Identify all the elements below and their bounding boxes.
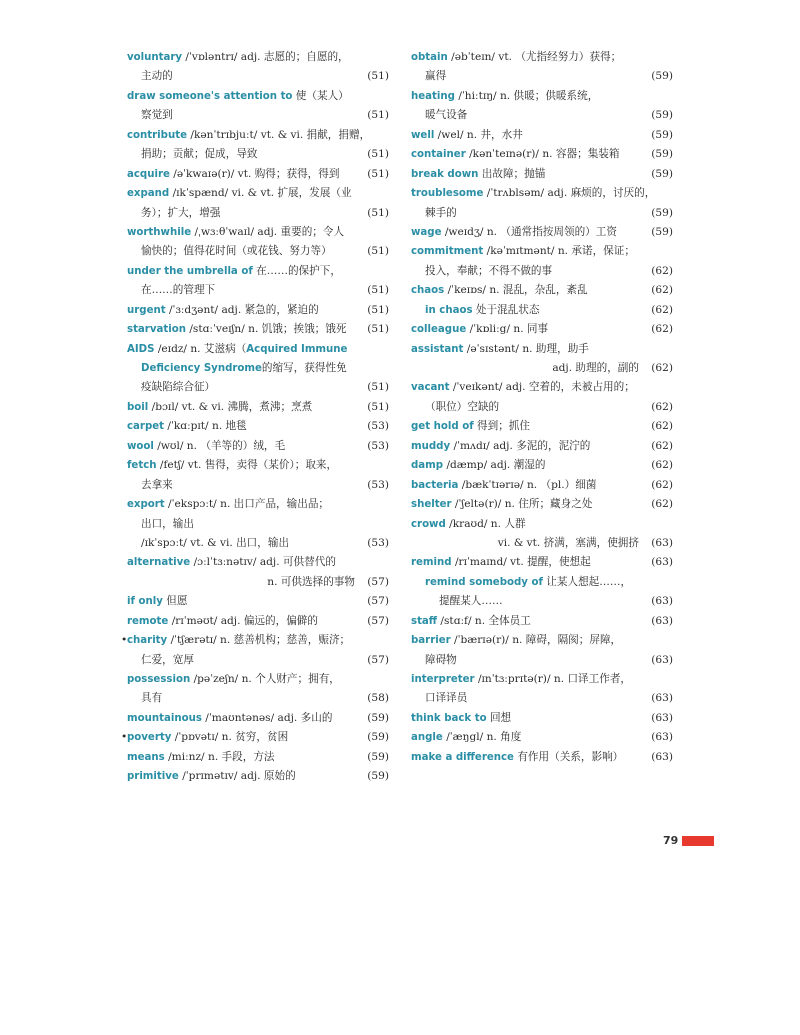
glossary-headword: crowd [411, 518, 446, 530]
page-reference: (51) [367, 303, 389, 316]
glossary-entry-line [411, 320, 673, 339]
page-reference: (59) [651, 128, 673, 141]
glossary-entry-line [411, 301, 673, 320]
glossary-definition: 出故障；抛锚 [478, 167, 546, 180]
glossary-entry-line [411, 359, 673, 378]
page-reference: (63) [651, 711, 673, 724]
glossary-definition: /ɪkˈspænd/ vi. & vt. 扩展，发展（业 [169, 187, 352, 200]
glossary-headword: get hold of [411, 421, 474, 433]
bullet-mark: • [121, 731, 128, 744]
glossary-entry-line [127, 204, 389, 223]
glossary-definition: 的缩写，获得性免 [261, 362, 347, 374]
glossary-entry-line [411, 417, 673, 436]
page-reference: (63) [651, 653, 673, 666]
glossary-definition: /fetʃ/ vt. 售得，卖得（某价）；取来， [156, 459, 338, 472]
glossary-headword: muddy [411, 440, 451, 452]
glossary-entry-line [127, 767, 389, 786]
glossary-definition: /ˈtrʌblsəm/ adj. 麻烦的，讨厌的， [483, 187, 656, 200]
glossary-definition: /stɑːf/ n. 全体员工 [437, 614, 531, 627]
glossary-headword: worthwhile [127, 226, 192, 238]
glossary-headword: break down [411, 168, 479, 180]
glossary-definition: /stɑːˈveɪʃn/ n. 饥饿；挨饿；饿死 [185, 323, 347, 336]
glossary-definition: 赢得 [425, 70, 447, 83]
glossary-entry-line [127, 495, 389, 514]
page-reference: (62) [651, 303, 673, 316]
glossary-headword: carpet [127, 421, 165, 433]
glossary-definition: /ˈveɪkənt/ adj. 空着的，未被占用的； [449, 381, 635, 394]
glossary-definition: 使（某人） [292, 89, 349, 102]
glossary-definition: 暖气设备 [425, 109, 468, 122]
page-reference: (58) [367, 692, 389, 705]
glossary-entry-line [127, 689, 389, 708]
glossary-definition: vi. & vt. 挤满，塞满，使拥挤 [497, 536, 639, 549]
glossary-headword: if only [127, 596, 163, 608]
glossary-headword: shelter [411, 499, 452, 511]
glossary-entry-line [411, 67, 673, 86]
glossary-entry-line [411, 689, 673, 708]
glossary-entry-line [411, 748, 673, 767]
glossary-entry-line [127, 48, 389, 67]
glossary-headword: means [127, 751, 165, 763]
glossary-entry-line [411, 184, 673, 203]
glossary-entry-line [127, 281, 389, 300]
glossary-entry-line [411, 709, 673, 728]
glossary-definition: 障碍物 [425, 653, 457, 666]
page-reference: (53) [367, 420, 389, 433]
page-reference: (59) [651, 167, 673, 180]
page-reference: (63) [651, 595, 673, 608]
glossary-definition: 仁爱，宽厚 [141, 653, 194, 666]
glossary-definition: 投入，奉献；不得不做的事 [425, 264, 553, 277]
glossary-headword: angle [411, 732, 443, 744]
glossary-headword: bacteria [411, 479, 459, 491]
bullet-mark: • [121, 634, 128, 647]
glossary-entry-line [411, 534, 673, 553]
glossary-definition: /ˈɜːdʒənt/ adj. 紧急的，紧迫的 [165, 303, 319, 316]
page-reference: (51) [367, 381, 389, 394]
glossary-entry-line [121, 631, 389, 650]
glossary-definition: 出口，输出 [141, 517, 194, 530]
page-reference: (63) [651, 692, 673, 705]
glossary-entry-line [411, 456, 673, 475]
page-reference: (62) [651, 400, 673, 413]
page-reference: (51) [367, 323, 389, 336]
glossary-headword: heating [411, 90, 455, 102]
page-reference: (51) [367, 109, 389, 122]
glossary-entry-line [411, 515, 673, 534]
glossary-entry-line [411, 476, 673, 495]
glossary-entry-line [411, 573, 673, 592]
glossary-headword: make a difference [411, 751, 514, 763]
page-reference: (62) [651, 264, 673, 277]
glossary-headword: under the umbrella of [127, 265, 253, 277]
glossary-definition: 在……的管理下 [141, 284, 216, 297]
page-reference: (59) [651, 206, 673, 219]
page-reference: (62) [651, 439, 673, 452]
page-reference: (62) [651, 323, 673, 336]
glossary-headword: remind [411, 557, 452, 569]
glossary-headword: primitive [127, 771, 179, 783]
glossary-entry-line [127, 165, 389, 184]
glossary-entry-line [411, 670, 673, 689]
glossary-entry-line [411, 651, 673, 670]
page-reference: (62) [651, 459, 673, 472]
glossary-definition: /miːnz/ n. 手段，方法 [164, 750, 275, 763]
page-reference: (59) [367, 750, 389, 763]
glossary-definition: 具有 [141, 692, 163, 705]
glossary-entry-line [127, 320, 389, 339]
glossary-entry-line [127, 262, 389, 281]
glossary-entry-line [411, 592, 673, 611]
glossary-headword: staff [411, 615, 438, 627]
glossary-definition: /ˈvɒləntrɪ/ adj. 志愿的；自愿的， [182, 51, 349, 63]
glossary-definition: /əˈkwaɪə(r)/ vt. 购得；获得，得到 [169, 167, 340, 180]
glossary-definition: /ɪnˈtɜːprɪtə(r)/ n. 口译工作者， [474, 673, 632, 685]
glossary-definition: /ˈmaʊntənəs/ adj. 多山的 [201, 711, 333, 724]
glossary-entry-line [411, 631, 673, 650]
glossary-entry-line [411, 126, 673, 145]
glossary-definition: /ˈbærɪə(r)/ n. 障碍，隔阂；屏障， [450, 634, 622, 647]
glossary-definition: adj. 助理的，副的 [552, 362, 639, 374]
glossary-headword: boil [127, 401, 149, 413]
page-reference: (62) [651, 498, 673, 511]
glossary-entry-line [121, 728, 389, 747]
page-reference: (53) [367, 478, 389, 491]
glossary-headword: troublesome [411, 188, 484, 200]
page-reference: (51) [367, 400, 389, 413]
page-reference: (57) [367, 614, 389, 627]
glossary-definition: /əˈsɪstənt/ n. 助理，助手 [463, 342, 589, 355]
glossary-entry-line [411, 340, 673, 359]
page-reference: (51) [367, 245, 389, 258]
glossary-entry-line [127, 106, 389, 125]
glossary-entry-line [127, 359, 389, 378]
glossary-definition: 在……的保护下， [252, 264, 341, 277]
glossary-definition: 得到；抓住 [473, 420, 530, 433]
glossary-headword: urgent [127, 304, 166, 316]
page-reference: (63) [651, 556, 673, 569]
page-reference: (62) [651, 478, 673, 491]
glossary-headword: draw someone's attention to [127, 90, 293, 102]
glossary-definition: 疫缺陷综合征） [141, 381, 216, 394]
glossary-entry-line [127, 184, 389, 203]
glossary-entry-line [127, 242, 389, 261]
glossary-entry-line [127, 709, 389, 728]
glossary-definition: /ɔːlˈtɜːnətɪv/ adj. 可供替代的 [190, 556, 336, 569]
glossary-entry-line [127, 223, 389, 242]
glossary-definition: /rɪˈmaɪnd/ vt. 提醒，使想起 [451, 556, 591, 569]
glossary-definition: /bækˈtɪərɪə/ n. （pl.）细菌 [458, 478, 597, 491]
glossary-headword: well [411, 129, 435, 141]
glossary-headword: fetch [127, 460, 157, 472]
glossary-definition: /ˈkɑːpɪt/ n. 地毯 [164, 420, 247, 433]
glossary-headword: vacant [411, 382, 450, 394]
page-number-bar [682, 836, 714, 846]
page-reference: (59) [651, 70, 673, 83]
glossary-entry-line [127, 515, 389, 534]
glossary-definition: /rɪˈməʊt/ adj. 偏远的，偏僻的 [168, 614, 318, 627]
glossary-definition: /bɔɪl/ vt. & vi. 沸腾，煮沸；烹煮 [148, 400, 313, 413]
glossary-entry-line [127, 534, 389, 553]
glossary-headword: barrier [411, 635, 451, 647]
glossary-phrase: Deficiency Syndrome [141, 363, 262, 374]
glossary-entry-line [411, 262, 673, 281]
glossary-definition: /kəˈmɪtmənt/ n. 承诺，保证； [483, 245, 635, 258]
page-reference: (63) [651, 731, 673, 744]
page-reference: (59) [651, 148, 673, 161]
glossary-entry-line [127, 87, 389, 106]
glossary-entry-line [127, 612, 389, 631]
page-reference: (57) [367, 595, 389, 608]
glossary-definition: 愉快的；值得花时间（或花钱、努力等） [141, 245, 332, 258]
page-reference: (51) [367, 167, 389, 180]
glossary-definition: /ˈhiːtɪŋ/ n. 供暖；供暖系统， [454, 89, 599, 102]
glossary-entry-line [411, 242, 673, 261]
glossary-entry-line [411, 165, 673, 184]
glossary-headword: colleague [411, 324, 467, 336]
glossary-definition: /weɪdʒ/ n. （通常指按周领的）工资 [441, 225, 617, 238]
glossary-definition: /kənˈtrɪbjuːt/ vt. & vi. 捐献，捐赠， [187, 128, 371, 141]
page-reference: (59) [651, 109, 673, 122]
glossary-definition: /dæmp/ adj. 潮湿的 [443, 459, 546, 472]
glossary-entry-line [127, 651, 389, 670]
glossary-entry-line [411, 281, 673, 300]
glossary-headword: wool [127, 440, 154, 452]
glossary-entry-line [127, 592, 389, 611]
page-reference: (57) [367, 653, 389, 666]
page-reference: (51) [367, 206, 389, 219]
glossary-definition: 口译译员 [425, 692, 468, 705]
glossary-headword: obtain [411, 52, 448, 63]
glossary-definition: 主动的 [141, 70, 173, 83]
glossary-headword: AIDS [127, 343, 155, 355]
glossary-entry-line [127, 145, 389, 164]
glossary-definition: /ˈkeɪɒs/ n. 混乱，杂乱，紊乱 [444, 284, 588, 297]
glossary-headword: mountainous [127, 712, 202, 724]
glossary-definition: /eɪdz/ n. 艾滋病（ [154, 342, 247, 355]
glossary-headword: alternative [127, 557, 191, 569]
glossary-entry-line [127, 553, 389, 572]
glossary-entry-line [127, 378, 389, 397]
glossary-headword: voluntary [127, 52, 183, 63]
glossary-headword: damp [411, 460, 444, 472]
glossary-definition: /ˈpɒvətɪ/ n. 贫穷，贫困 [171, 731, 289, 744]
glossary-headword: interpreter [411, 674, 475, 685]
page-reference: (51) [367, 70, 389, 83]
page-reference: (53) [367, 439, 389, 452]
glossary-definition: /wʊl/ n. （羊等的）绒，毛 [153, 439, 286, 452]
glossary-headword: charity [127, 635, 168, 647]
glossary-entry-line [411, 223, 673, 242]
glossary-headword: wage [411, 226, 442, 238]
page-reference: (57) [367, 575, 389, 588]
glossary-headword: contribute [127, 129, 188, 141]
glossary-headword: commitment [411, 246, 484, 258]
page-reference: (59) [651, 225, 673, 238]
glossary-entry-line [411, 378, 673, 397]
glossary-entry-line [411, 48, 673, 67]
glossary-entry-line [411, 398, 673, 417]
glossary-entry-line [127, 476, 389, 495]
page-reference: (62) [651, 362, 673, 374]
page-reference: (62) [651, 284, 673, 297]
glossary-definition: 去拿来 [141, 478, 173, 491]
page-reference: (51) [367, 284, 389, 297]
glossary-definition: /ɪkˈspɔːt/ vt. & vi. 出口，输出 [141, 536, 290, 549]
glossary-definition: 务）；扩大，增强 [141, 206, 221, 219]
glossary-column-right [411, 48, 673, 767]
page-reference: (59) [367, 731, 389, 744]
page-reference: (63) [651, 750, 673, 763]
glossary-headword: possession [127, 674, 191, 685]
page-reference: (63) [651, 614, 673, 627]
glossary-headword-continued: Acquired Immune [246, 343, 348, 355]
glossary-phrase: in chaos [425, 304, 473, 316]
glossary-entry-line [127, 417, 389, 436]
glossary-definition: 捐助；贡献；促成，导致 [141, 148, 258, 161]
glossary-headword: think back to [411, 712, 487, 724]
glossary-entry-line [411, 145, 673, 164]
glossary-definition: /ˈʃeltə(r)/ n. 住所；藏身之处 [451, 498, 593, 511]
glossary-entry-line [411, 437, 673, 456]
glossary-headword: starvation [127, 324, 186, 336]
glossary-definition: 让某人想起……， [542, 575, 632, 588]
glossary-entry-line [411, 87, 673, 106]
glossary-definition: n. 可供选择的事物 [267, 575, 355, 588]
glossary-headword: container [411, 149, 466, 161]
page-reference: (51) [367, 148, 389, 161]
glossary-headword: remote [127, 615, 169, 627]
glossary-headword: acquire [127, 168, 170, 180]
page-reference: (62) [651, 420, 673, 433]
glossary-definition: /ˈmʌdɪ/ adj. 多泥的，泥泞的 [450, 439, 591, 452]
glossary-definition: （职位）空缺的 [425, 400, 500, 413]
glossary-definition: 棘手的 [425, 206, 457, 219]
glossary-column-left [121, 48, 389, 787]
glossary-headword: export [127, 499, 165, 511]
glossary-definition: /ˈæŋgl/ n. 角度 [442, 731, 522, 744]
glossary-entry-line [127, 67, 389, 86]
glossary-headword: poverty [127, 732, 172, 744]
glossary-entry-line [411, 106, 673, 125]
glossary-headword: chaos [411, 285, 445, 297]
glossary-definition: /kənˈteɪnə(r)/ n. 容器；集装箱 [465, 148, 620, 161]
glossary-definition: /ˌwɜːθˈwaɪl/ adj. 重要的；令人 [191, 225, 345, 238]
page-reference: (59) [367, 770, 389, 783]
glossary-phrase: remind somebody of [425, 576, 543, 588]
glossary-definition: /ˈkɒliːg/ n. 同事 [466, 323, 549, 336]
glossary-definition: 有作用（关系，影响） [513, 750, 624, 763]
glossary-entry-line [127, 748, 389, 767]
page-reference: (59) [367, 711, 389, 724]
glossary-definition: 提醒某人…… [439, 595, 503, 608]
glossary-definition: /ˈprɪmətɪv/ adj. 原始的 [178, 770, 296, 783]
glossary-entry-line [127, 126, 389, 145]
glossary-entry-line [127, 573, 389, 592]
glossary-definition: /ˈtʃærətɪ/ n. 慈善机构；慈善，赈济； [167, 634, 351, 647]
glossary-definition: 处于混乱状态 [472, 303, 540, 316]
glossary-entry-line [411, 728, 673, 747]
glossary-entry-line [127, 398, 389, 417]
glossary-entry-line [411, 204, 673, 223]
glossary-definition: 回想 [486, 711, 512, 724]
glossary-entry-line [411, 612, 673, 631]
page-reference: (63) [651, 536, 673, 549]
glossary-entry-line [411, 553, 673, 572]
page-number: 79 [663, 834, 679, 847]
glossary-definition: 但愿 [162, 595, 188, 608]
page-reference: (53) [367, 536, 389, 549]
glossary-entry-line [127, 670, 389, 689]
glossary-entry-line [127, 340, 389, 359]
glossary-entry-line [411, 495, 673, 514]
glossary-definition: /pəˈzeʃn/ n. 个人财产；拥有， [190, 673, 340, 685]
glossary-definition: 察觉到 [141, 109, 173, 122]
glossary-definition: /əbˈteɪn/ vt. （尤指经努力）获得； [447, 51, 622, 63]
glossary-definition: /ˈekspɔːt/ n. 出口产品，输出品； [164, 498, 330, 511]
glossary-definition: /kraʊd/ n. 人群 [445, 517, 526, 530]
glossary-headword: assistant [411, 343, 464, 355]
glossary-entry-line [127, 456, 389, 475]
glossary-entry-line [127, 301, 389, 320]
glossary-headword: expand [127, 188, 170, 200]
glossary-entry-line [127, 437, 389, 456]
glossary-definition: /wel/ n. 井，水井 [434, 128, 523, 141]
